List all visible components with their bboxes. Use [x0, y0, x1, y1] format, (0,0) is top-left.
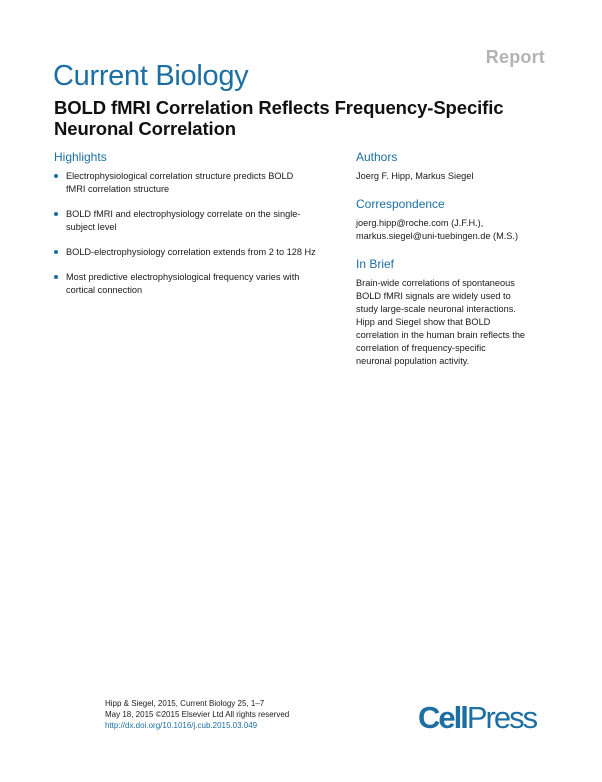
email-line[interactable]: joerg.hipp@roche.com (J.F.H.),: [356, 218, 484, 228]
highlight-line: BOLD-electrophysiology correlation extends from 2 to 128 Hz: [66, 247, 316, 257]
authors-heading: Authors: [356, 150, 398, 164]
highlight-line: cortical connection: [66, 285, 143, 295]
in-brief-line: Hipp and Siegel show that BOLD: [356, 317, 491, 327]
list-item: [54, 170, 344, 196]
in-brief-heading: In Brief: [356, 257, 395, 271]
highlight-line: subject level: [66, 222, 117, 232]
in-brief-line: neuronal population activity.: [356, 356, 470, 366]
list-item: [54, 246, 344, 259]
highlights-column: [54, 150, 344, 309]
article-title: [54, 97, 574, 139]
in-brief-line: study large-scale neuronal interactions.: [356, 304, 516, 314]
title-line: BOLD fMRI Correlation Reflects Frequency-Specific: [54, 97, 504, 118]
author-names: Joerg F. Hipp, Markus Siegel: [356, 171, 474, 181]
logo-press-text: Press: [466, 700, 537, 735]
doi-link[interactable]: http://dx.doi.org/10.1016/j.cub.2015.03.049: [105, 721, 258, 730]
journal-name: Current Biology: [53, 60, 249, 92]
highlight-line: Most predictive electrophysiological frequency varies with: [66, 272, 300, 282]
email-line[interactable]: markus.siegel@uni-tuebingen.de (M.S.): [356, 231, 519, 241]
bullet-icon: [54, 275, 58, 279]
title-line: Neuronal Correlation: [54, 118, 236, 139]
list-item: [54, 208, 344, 234]
info-column: [356, 150, 556, 382]
in-brief-line: correlation of frequency-specific: [356, 343, 486, 353]
in-brief-text: [356, 277, 556, 368]
highlights-heading: Highlights: [54, 150, 107, 164]
highlight-line: fMRI correlation structure: [66, 184, 170, 194]
citation-line: Hipp & Siegel, 2015, Current Biology 25, 1–7: [105, 699, 265, 708]
logo-cell-text: Cell: [418, 700, 467, 735]
correspondence-emails: [356, 217, 556, 243]
list-item: [54, 271, 344, 297]
in-brief-line: BOLD fMRI signals are widely used to: [356, 291, 511, 301]
bullet-icon: [54, 174, 58, 178]
report-label: Report: [485, 47, 545, 67]
highlight-line: BOLD fMRI and electrophysiology correlate on the single-: [66, 209, 301, 219]
citation-footer: [105, 698, 289, 731]
correspondence-block: [356, 197, 556, 243]
correspondence-heading: Correspondence: [356, 197, 445, 211]
copyright-line: May 18, 2015 ©2015 Elsevier Ltd All rights reserved: [105, 710, 290, 719]
highlights-list: [54, 170, 344, 297]
bullet-icon: [54, 250, 58, 254]
in-brief-line: Brain-wide correlations of spontaneous: [356, 278, 515, 288]
bullet-icon: [54, 212, 58, 216]
in-brief-line: correlation in the human brain reflects the: [356, 330, 526, 340]
highlight-line: Electrophysiological correlation structure predicts BOLD: [66, 171, 294, 181]
in-brief-block: [356, 257, 556, 368]
cellpress-logo: [418, 700, 536, 736]
authors-block: [356, 150, 556, 183]
